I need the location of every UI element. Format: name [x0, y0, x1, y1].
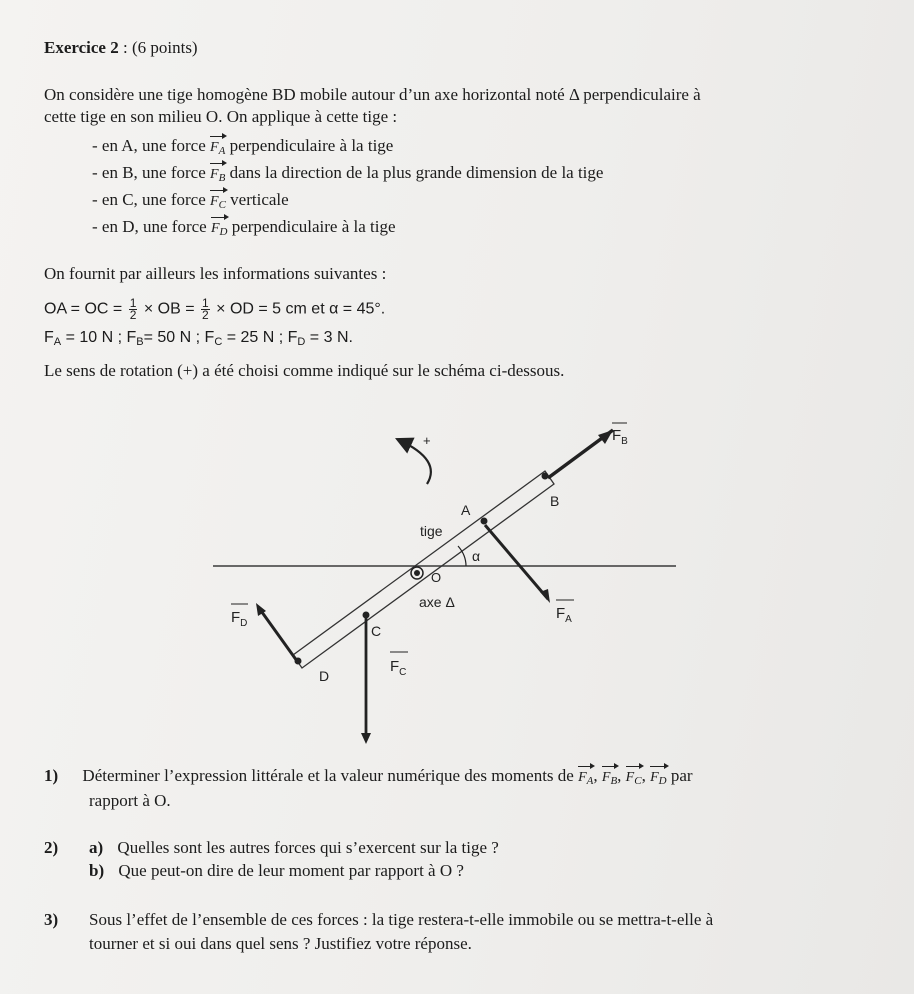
label-tige: tige — [420, 523, 443, 539]
force-description: dans la direction de la plus grande dimension de la tige — [229, 163, 604, 182]
label-alpha: α — [472, 548, 481, 564]
force-fa-arrow — [485, 525, 548, 599]
force-prefix: - en B, une force — [92, 163, 206, 182]
plus-label: + — [423, 433, 431, 448]
data-segment: OA = OC = — [44, 300, 123, 318]
question-2b: b) Que peut-on dire de leur moment par rapport à O ? — [89, 861, 464, 880]
label-b: B — [550, 493, 560, 509]
question-3-number: 3) — [44, 910, 59, 929]
intro-line-1: On considère une tige homogène BD mobile autour d’un axe horizontal noté Δ perpendiculaire à — [44, 85, 701, 104]
force-vector-b: $F_B$ — [210, 165, 225, 188]
label-o: O — [431, 570, 442, 585]
question-3-line-1: Sous l’effet de l’ensemble de ces forces : la tige restera-t-elle immobile ou se mettra-t-elle à — [89, 910, 714, 929]
label-c: C — [371, 623, 382, 639]
force-prefix: - en D, une force — [92, 217, 207, 236]
label-fd: $F_D$ — [231, 609, 248, 629]
question-2-number: 2) — [44, 838, 59, 857]
force-description: perpendiculaire à la tige — [231, 217, 396, 236]
label-d: D — [319, 668, 330, 684]
point-b — [542, 473, 549, 480]
question-3-line-2: tourner et si oui dans quel sens ? Justifiez votre réponse. — [89, 934, 472, 953]
label-a: A — [461, 502, 471, 518]
question-1-line-2: rapport à O. — [89, 791, 171, 810]
label-fa: $F_A$ — [556, 605, 572, 625]
force-vector-c: $F_C$ — [210, 192, 226, 215]
question-text-end: par — [670, 766, 693, 785]
force-vector-a: $F_A$ — [210, 138, 225, 161]
force-prefix: - en C, une force — [92, 190, 206, 209]
force-fb-arrowhead-icon — [598, 430, 613, 444]
force-fc-arrowhead-icon — [361, 733, 371, 744]
info-intro: On fournit par ailleurs les informations suivantes : — [44, 264, 387, 283]
label-axe: axe Δ — [419, 594, 455, 610]
question-text: Déterminer l’expression littérale et la valeur numérique des moments de — [82, 766, 574, 785]
fraction-half: $\frac{1}{2}$ — [129, 296, 137, 322]
data-line-2: $F_A = 10$ N ; $F_B= 50$ N ; $F_C = 25$ N ; $F_D = 3$ N. — [44, 329, 353, 348]
point-d — [295, 658, 302, 665]
rotation-sentence: Le sens de rotation (+) a été choisi comme indiqué sur le schéma ci-dessous. — [44, 361, 565, 380]
label-fb: $F_B$ — [612, 427, 628, 447]
exercise-title: Exercice 2 — [44, 38, 119, 57]
force-vector-d: $F_D$ — [211, 219, 228, 242]
question-2a: a) Quelles sont les autres forces qui s’exercent sur la tige ? — [89, 838, 499, 857]
pivot-o-center — [414, 570, 420, 576]
exercise-points: : (6 points) — [122, 38, 198, 57]
point-c — [363, 612, 370, 619]
force-fd-arrow — [259, 608, 297, 661]
label-fc: $F_C$ — [390, 658, 407, 678]
data-segment: × OB = — [143, 300, 195, 318]
question-1: 1) Déterminer l’expression littérale et la valeur numérique des moments de $F_A$, $F_B$, $F_C$, $F_D$ par — [44, 766, 693, 791]
force-prefix: - en A, une force — [92, 136, 206, 155]
force-description: verticale — [230, 190, 289, 209]
question-number: 1) — [44, 766, 59, 785]
data-segment: × OD = 5 cm et α = 45°. — [216, 300, 386, 318]
point-a — [481, 518, 488, 525]
intro-line-2: cette tige en son milieu O. On applique à cette tige : — [44, 107, 398, 126]
force-description: perpendiculaire à la tige — [229, 136, 394, 155]
rod-tige — [293, 471, 554, 668]
fraction-half: $\frac{1}{2}$ — [202, 296, 209, 322]
